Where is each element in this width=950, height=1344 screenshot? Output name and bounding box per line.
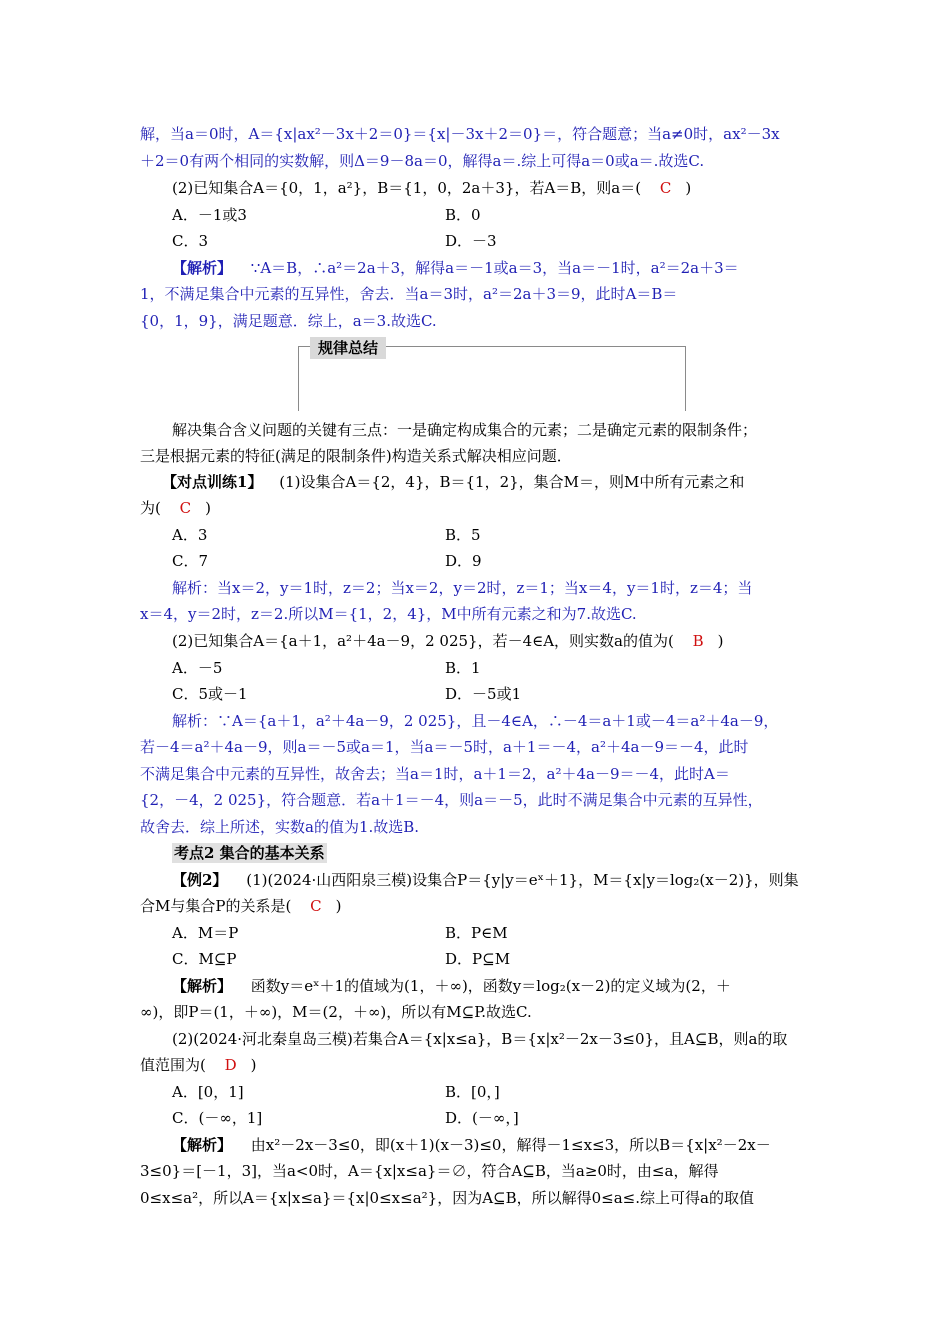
example-label: 【例2】 — [172, 871, 228, 889]
solution-text: 由x²－2x－3≤0，即(x＋1)(x－3)≤0，解得－1≤x≤3，所以B＝{x|x²－2x－ — [250, 1136, 771, 1154]
solution-line — [172, 1135, 812, 1155]
option-b: B．[0，] — [445, 1083, 500, 1101]
solution-line: 若－4＝a²＋4a－9，则a＝－5或a＝1，当a＝－5时，a＋1＝－4，a²＋4a－9＝－4，此时 — [140, 738, 749, 756]
question-line: (2)已知集合A＝{a＋1，a²＋4a－9，2 025}，若－4∈A，则实数a的值为( B ) — [172, 632, 724, 650]
solution-line: 3≤0}＝[－1，3]，当a<0时，A＝{x|x≤a}＝∅，符合A⊆B，当a≥0时，由≤a，解得 — [140, 1162, 719, 1180]
solution-label: 【解析】 — [172, 977, 233, 995]
question-line: 合M与集合P的关系是( C ) — [140, 897, 342, 915]
option-d: D．－5或1 — [445, 685, 522, 703]
option-b: B．P∈M — [445, 924, 508, 942]
option-c: C．(－∞，1] — [172, 1109, 263, 1127]
question-text: 为( — [140, 499, 161, 517]
option-c: C．3 — [172, 232, 209, 250]
solution-line: 不满足集合中元素的互异性，故舍去；当a＝1时，a＋1＝2，a²＋4a－9＝－4，此时A＝ — [140, 765, 730, 783]
solution-line: {2，－4，2 025}，符合题意．若a＋1＝－4，则a＝－5，此时不满足集合中元素的互异性， — [140, 791, 763, 809]
option-b: B．0 — [445, 206, 481, 224]
question-text: (2)已知集合A＝{a＋1，a²＋4a－9，2 025}，若－4∈A，则实数a的值为( — [172, 632, 674, 650]
solution-line: x＝4，y＝2时，z＝2.所以M＝{1，2，4}，M中所有元素之和为7.故选C. — [140, 605, 637, 623]
option-a: A．[0，1] — [172, 1083, 244, 1101]
question-text: 值范围为( — [140, 1056, 206, 1074]
option-d: D．(－∞，] — [445, 1109, 519, 1127]
question-line: 为( C ) — [140, 499, 211, 517]
rule-text: 三是根据元素的特征(满足的限制条件)构造关系式解决相应问题． — [140, 447, 572, 465]
answer-mark: C — [179, 499, 192, 517]
option-a: A．－5 — [172, 659, 223, 677]
solution-line — [172, 976, 812, 996]
solution-line: 解，当a＝0时，A＝{x|ax²－3x＋2＝0}＝{x|－3x＋2＝0}＝，符合题意；当a≠0时，ax²－3x — [140, 125, 780, 143]
question-text: (1)(2024·山西阳泉三模)设集合P＝{y|y＝eˣ＋1}，M＝{x|y＝log₂(x－2)}，则集 — [246, 871, 799, 889]
question-text: (2)已知集合A＝{0，1，a²}，B＝{1，0，2a＋3}，若A＝B，则a＝( — [172, 179, 642, 197]
option-c: C．M⊆P — [172, 950, 237, 968]
solution-line: 解析：∵A＝{a＋1，a²＋4a－9，2 025}，且－4∈A，∴－4＝a＋1或－4＝a²＋4a－9， — [172, 712, 779, 730]
option-d: D．P⊆M — [445, 950, 511, 968]
solution-text: 函数y＝eˣ＋1的值域为(1，＋∞)，函数y＝log₂(x－2)的定义域为(2，＋ — [250, 977, 731, 995]
solution-label: 【解析】 — [172, 259, 233, 277]
answer-mark: D — [224, 1056, 237, 1074]
solution-line: ＋2＝0有两个相同的实数解，则Δ＝9－8a＝0，解得a＝.综上可得a＝0或a＝.故选C. — [140, 152, 705, 170]
option-a: A．M＝P — [172, 924, 239, 942]
solution-line — [172, 258, 812, 278]
option-c: C．5或－1 — [172, 685, 248, 703]
option-b: B．5 — [445, 526, 481, 544]
rule-summary-title: 规律总结 — [310, 337, 386, 359]
solution-line: {0，1，9}，满足题意．综上，a＝3.故选C. — [140, 312, 437, 330]
solution-line: 1，不满足集合中元素的互异性，舍去．当a＝3时，a²＝2a＋3＝9，此时A＝B＝ — [140, 285, 678, 303]
question-line: 值范围为( D ) — [140, 1056, 257, 1074]
question-line: (2)已知集合A＝{0，1，a²}，B＝{1，0，2a＋3}，若A＝B，则a＝( C ) — [172, 179, 692, 197]
solution-label: 【解析】 — [172, 1136, 233, 1154]
rule-text: 解决集合含义问题的关键有三点：一是确定构成集合的元素；二是确定元素的限制条件； — [172, 421, 758, 439]
question-text: (1)设集合A＝{2，4}，B＝{1，2}，集合M＝，则M中所有元素之和 — [279, 473, 745, 491]
section-heading: 考点2 集合的基本关系 — [174, 844, 325, 862]
question-line — [162, 472, 812, 492]
option-d: D．9 — [445, 552, 482, 570]
option-b: B．1 — [445, 659, 481, 677]
option-c: C．7 — [172, 552, 209, 570]
question-line — [172, 870, 812, 890]
solution-line: 故舍去．综上所述，实数a的值为1.故选B. — [140, 818, 420, 836]
option-a: A．－1或3 — [172, 206, 247, 224]
solution-text: ∵A＝B，∴a²＝2a＋3，解得a＝－1或a＝3，当a＝－1时，a²＝2a＋3＝ — [250, 259, 739, 277]
option-a: A．3 — [172, 526, 208, 544]
answer-mark: C — [659, 179, 672, 197]
option-d: D．－3 — [445, 232, 497, 250]
solution-line: 0≤x≤a²，所以A＝{x|x≤a}＝{x|0≤x≤a²}，因为A⊆B，所以解得0≤a≤.综上可得a的取值 — [140, 1189, 754, 1207]
answer-mark: B — [692, 632, 704, 650]
solution-line: ∞)，即P＝(1，＋∞)，M＝(2，＋∞)，所以有M⊆P.故选C. — [140, 1003, 532, 1021]
question-text: 合M与集合P的关系是( — [140, 897, 292, 915]
question-line: (2)(2024·河北秦皇岛三模)若集合A＝{x|x≤a}，B＝{x|x²－2x－3≤0}，且A⊆B，则a的取 — [172, 1030, 788, 1048]
training-label: 【对点训练1】 — [162, 473, 263, 491]
solution-line: 解析：当x＝2，y＝1时，z＝2；当x＝2，y＝2时，z＝1；当x＝4，y＝1时，z＝4；当 — [172, 579, 753, 597]
answer-mark: C — [310, 897, 322, 915]
